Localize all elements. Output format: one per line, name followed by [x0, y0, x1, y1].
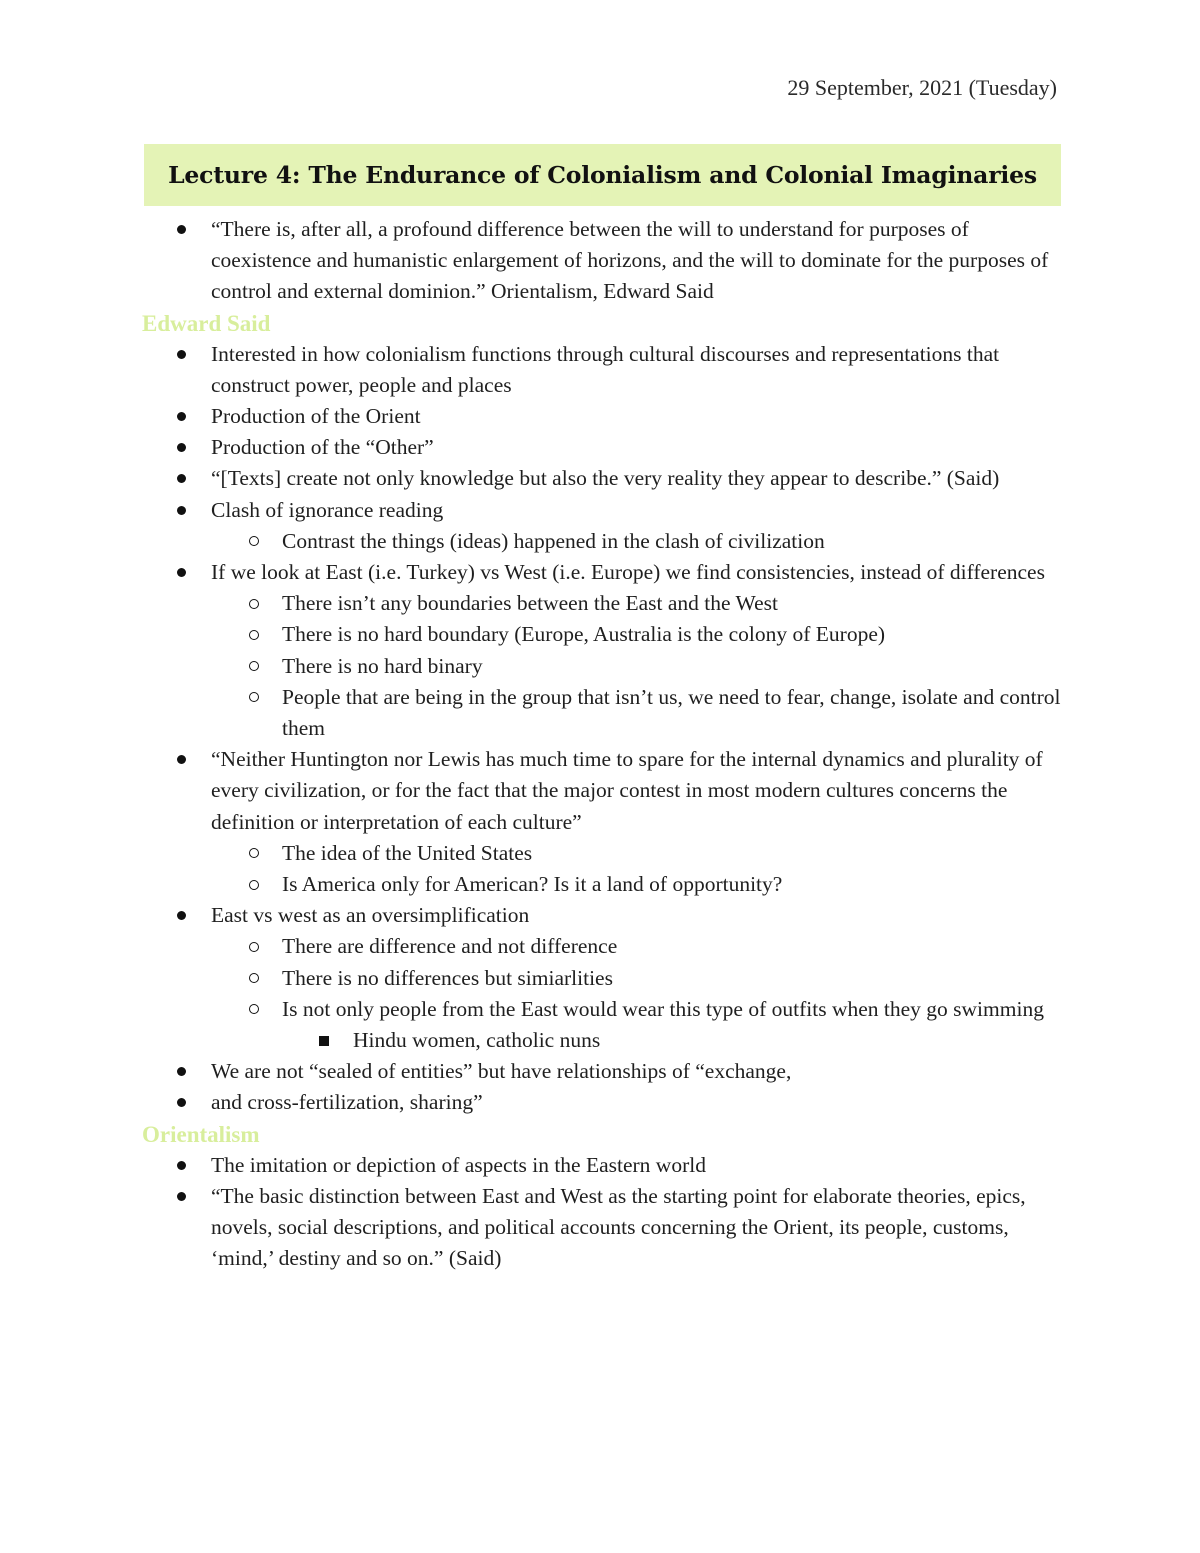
- bullet-icon: [177, 339, 186, 370]
- bullet-icon: [177, 1056, 186, 1087]
- sub-list-item: There isn’t any boundaries between the East and the West: [142, 588, 1062, 619]
- list-item: If we look at East (i.e. Turkey) vs West (i.e. Europe) we find consistencies, instead of differences: [142, 557, 1062, 588]
- sub-list-item: There is no differences but simiarlities: [142, 963, 1062, 994]
- section-heading-edward-said: Edward Said: [142, 310, 271, 336]
- list-item: “[Texts] create not only knowledge but also the very reality they appear to describe.” (Said): [142, 463, 1062, 494]
- list-item: Production of the Orient: [142, 401, 1062, 432]
- list-item: The imitation or depiction of aspects in the Eastern world: [142, 1150, 1062, 1181]
- sub-list-item: There is no hard binary: [142, 651, 1062, 682]
- circle-bullet-icon: [249, 588, 259, 619]
- list-item: Production of the “Other”: [142, 432, 1062, 463]
- bullet-icon: [177, 432, 186, 463]
- page-title: Lecture 4: The Endurance of Colonialism and Colonial Imaginaries: [168, 161, 1037, 189]
- document-body: [142, 214, 1062, 1275]
- sub-list-item: There are difference and not difference: [142, 931, 1062, 962]
- circle-bullet-icon: [249, 994, 259, 1025]
- list-item: We are not “sealed of entities” but have relationships of “exchange,: [142, 1056, 1062, 1087]
- list-item: East vs west as an oversimplification: [142, 900, 1062, 931]
- sub-list-item: People that are being in the group that isn’t us, we need to fear, change, isolate and control them: [142, 682, 1062, 744]
- bullet-icon: [177, 1150, 186, 1181]
- list-item: “The basic distinction between East and West as the starting point for elaborate theories, epics, novels, social descriptions, and political accounts concerning the Orient, its people, customs, ‘mind,’ destiny and so on.” (Said): [142, 1181, 1062, 1275]
- bullet-icon: [177, 495, 186, 526]
- bullet-icon: [177, 557, 186, 588]
- section-heading-orientalism: Orientalism: [142, 1121, 260, 1147]
- sub-list-item: There is no hard boundary (Europe, Australia is the colony of Europe): [142, 619, 1062, 650]
- list-item: Clash of ignorance reading: [142, 495, 1062, 526]
- document-date: 29 September, 2021 (Tuesday): [787, 75, 1057, 100]
- bullet-icon: [177, 463, 186, 494]
- sub-sub-list-item: Hindu women, catholic nuns: [142, 1025, 1062, 1056]
- circle-bullet-icon: [249, 838, 259, 869]
- sub-list-item: The idea of the United States: [142, 838, 1062, 869]
- bullet-icon: [177, 1087, 186, 1118]
- sub-list-item: Is not only people from the East would wear this type of outfits when they go swimming: [142, 994, 1062, 1025]
- circle-bullet-icon: [249, 651, 259, 682]
- list-item: “Neither Huntington nor Lewis has much time to spare for the internal dynamics and plurality of every civilization, or for the fact that the major contest in most modern cultures concerns the definition or interpretation of each culture”: [142, 744, 1062, 838]
- sub-list-item: Contrast the things (ideas) happened in the clash of civilization: [142, 526, 1062, 557]
- circle-bullet-icon: [249, 931, 259, 962]
- bullet-icon: [177, 214, 186, 245]
- bullet-icon: [177, 401, 186, 432]
- square-bullet-icon: [319, 1025, 329, 1056]
- bullet-icon: [177, 1181, 186, 1212]
- intro-list: [142, 214, 1062, 308]
- sub-list-item: Is America only for American? Is it a land of opportunity?: [142, 869, 1062, 900]
- circle-bullet-icon: [249, 619, 259, 650]
- bullet-icon: [177, 744, 186, 775]
- orientalism-list: [142, 1150, 1062, 1275]
- bullet-icon: [177, 900, 186, 931]
- list-item: and cross-fertilization, sharing”: [142, 1087, 1062, 1118]
- title-band: [144, 144, 1061, 206]
- circle-bullet-icon: [249, 526, 259, 557]
- edward-said-list: [142, 339, 1062, 1119]
- list-item: Interested in how colonialism functions through cultural discourses and representations that construct power, people and places: [142, 339, 1062, 401]
- circle-bullet-icon: [249, 963, 259, 994]
- intro-quote-item: “There is, after all, a profound difference between the will to understand for purposes of coexistence and humanistic enlargement of horizons, and the will to dominate for the purposes of control and external dominion.” Orientalism, Edward Said: [142, 214, 1062, 308]
- circle-bullet-icon: [249, 682, 259, 713]
- circle-bullet-icon: [249, 869, 259, 900]
